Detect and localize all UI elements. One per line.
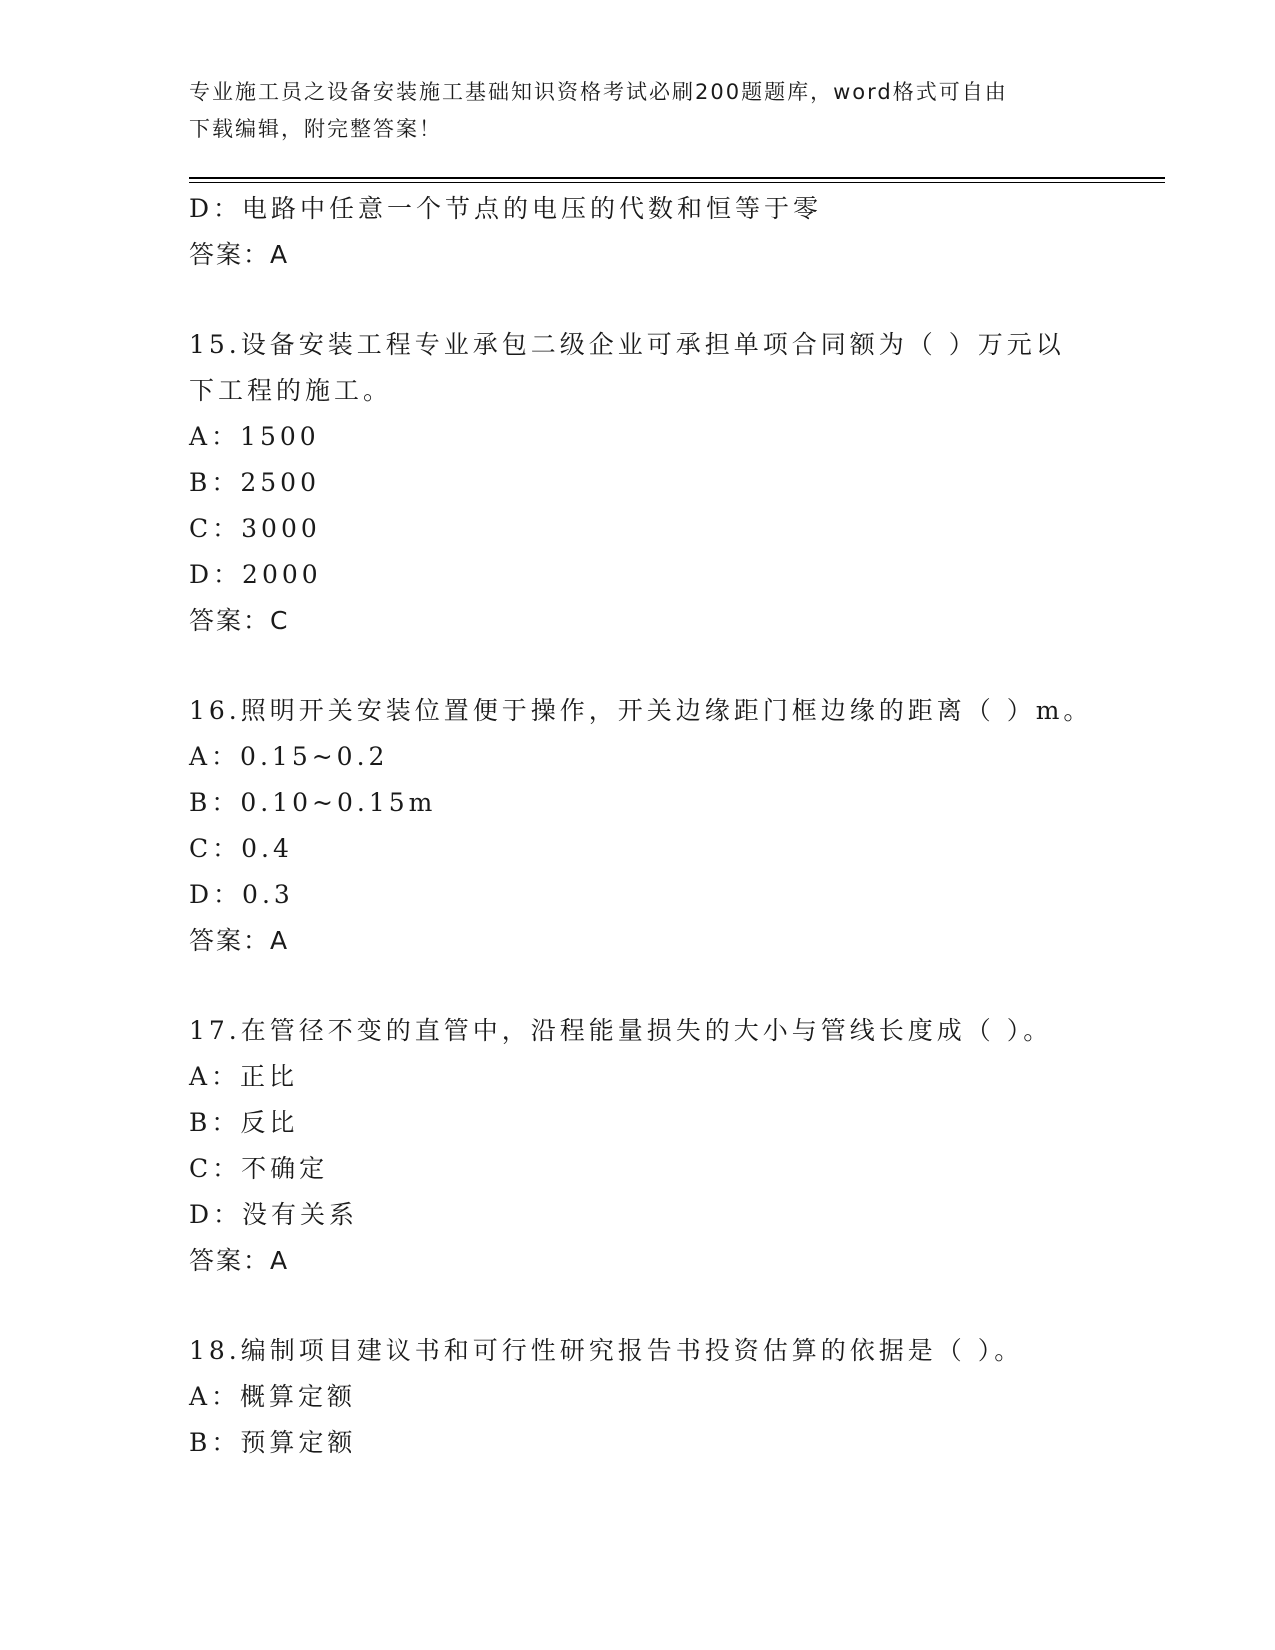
option-c: C：0.4 [189, 834, 293, 863]
option-d: D：电路中任意一个节点的电压的代数和恒等于零 [189, 194, 823, 223]
question-16 [189, 688, 1109, 964]
question-15 [189, 322, 1109, 644]
option-d: D：0.3 [189, 880, 294, 909]
question-stem: 18.编制项目建议书和可行性研究报告书投资估算的依据是（ ）。 [189, 1336, 1024, 1365]
option-c: C：3000 [189, 514, 321, 543]
option-b: B：预算定额 [189, 1428, 357, 1457]
question-stem: 15.设备安装工程专业承包二级企业可承担单项合同额为（ ）万元以 [189, 330, 1065, 359]
question-18 [189, 1328, 1109, 1466]
option-a: A：概算定额 [189, 1382, 357, 1411]
question-14 [189, 186, 1109, 278]
option-d: D：2000 [189, 560, 322, 589]
question-list [189, 186, 1109, 1466]
option-c: C：不确定 [189, 1154, 329, 1183]
answer: 答案：A [189, 926, 290, 955]
header-divider-thin [189, 182, 1165, 183]
option-a: A：1500 [189, 422, 320, 451]
question-17 [189, 1008, 1109, 1284]
answer: 答案：C [189, 606, 290, 635]
question-stem-continued: 下工程的施工。 [189, 376, 393, 405]
option-b: B：0.10~0.15m [189, 788, 437, 817]
header-line-2: 下载编辑，附完整答案！ [189, 117, 442, 141]
answer: 答案：A [189, 240, 290, 269]
document-header [189, 74, 1089, 148]
option-b: B：反比 [189, 1108, 299, 1137]
option-d: D：没有关系 [189, 1200, 359, 1229]
question-stem: 17.在管径不变的直管中，沿程能量损失的大小与管线长度成（ ）。 [189, 1016, 1053, 1045]
question-stem: 16.照明开关安装位置便于操作，开关边缘距门框边缘的距离（ ）m。 [189, 696, 1093, 725]
header-divider-thick [189, 177, 1165, 179]
option-a: A：正比 [189, 1062, 299, 1091]
option-b: B：2500 [189, 468, 320, 497]
option-a: A：0.15~0.2 [189, 742, 389, 771]
answer: 答案：A [189, 1246, 290, 1275]
header-line-1: 专业施工员之设备安装施工基础知识资格考试必刷200题题库，word格式可自由 [189, 80, 1008, 104]
